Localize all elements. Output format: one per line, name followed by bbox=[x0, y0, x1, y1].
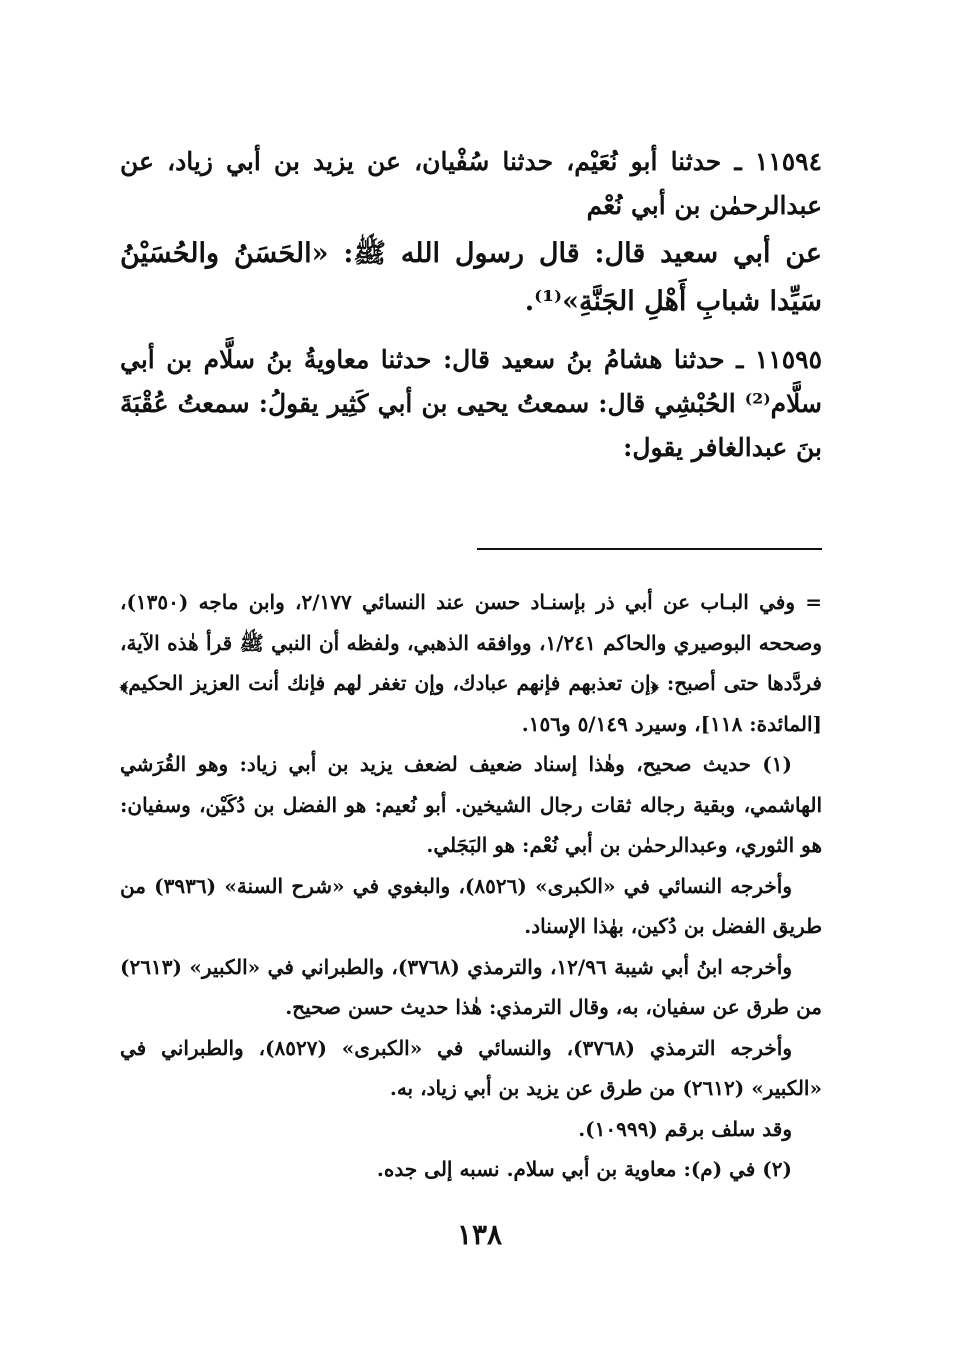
footnote-1-takhrij-b: وأخرجه ابنُ أبي شيبة ١٢/٩٦، والترمذي (٣٧٦٨)، والطبراني في «الكبير» (٢٦١٣) من طرق عن سفيان، به، وقال الترمذي: هٰذا حديث حسن صحيح. bbox=[120, 954, 822, 1019]
footnote-1-cross-reference: وقد سلف برقم (١٠٩٩٩). bbox=[578, 1116, 792, 1141]
hadith-11594-matn: عن أبي سعيد قال: قال رسول الله ﷺ: «الحَسَنُ والحُسَيْنُ سَيِّدا شبابِ أَهْلِ الجَنَّةِ»⁽¹⁾. bbox=[120, 238, 822, 317]
footnote-2: (٢) في (م): معاوية بن أبي سلام. نسبه إلى جده. bbox=[376, 1157, 792, 1181]
footnotes bbox=[120, 582, 822, 1190]
footnote-continuation: = وفي البـاب عن أبي ذر بإسنـاد حسن عند النسائي ٢/١٧٧، وابن ماجه (١٣٥٠)، وصححه البوصيري والحاكم ١/٢٤١، ووافقه الذهبي، ولفظه أن النبي ﷺ قرأ هٰذه الآية، فردَّدها حتى أصبح: ﴿إن تعذبهم فإنهم عبادك، وإن تغفر لهم فإنك أنت العزيز الحكيم﴾ [المائدة: ١١٨]، وسيرد ٥/١٤٩ و١٥٦. bbox=[120, 590, 822, 736]
footnote-1: (١) حديث صحيح، وهٰذا إسناد ضعيف لضعف يزيد بن أبي زياد: وهو القُرَشي الهاشمي، وبقية رجاله ثقات رجال الشيخين. أبو نُعيم: هو الفضل بن دُكَيْن، وسفيان: هو الثوري، وعبدالرحمٰن بن أبي نُعْم: هو البَجَلي. bbox=[120, 752, 822, 857]
book-page bbox=[120, 0, 822, 1370]
hadith-11594-isnad: ١١٥٩٤ ـ حدثنا أبو نُعَيْم، حدثنا سُفْيان، عن يزيد بن أبي زياد، عن عبدالرحمٰن بن أبي نُعْم bbox=[120, 147, 822, 220]
page-number: ١٣٨ bbox=[456, 1218, 503, 1251]
footnote-1-takhrij-a: وأخرجه النسائي في «الكبرى» (٨٥٢٦)، والبغوي في «شرح السنة» (٣٩٣٦) من طريق الفضل بن دُكين، بهٰذا الإسناد. bbox=[120, 873, 822, 938]
footnote-1-takhrij-c: وأخرجه الترمذي (٣٧٦٨)، والنسائي في «الكبرى» (٨٥٢٧)، والطبراني في «الكبير» (٢٦١٢) من طرق عن يزيد بن أبي زياد، به. bbox=[120, 1035, 822, 1100]
main-text bbox=[120, 140, 822, 470]
footnote-separator bbox=[477, 548, 822, 550]
hadith-11595-isnad: ١١٥٩٥ ـ حدثنا هشامُ بنُ سعيد قال: حدثنا معاويةُ بنُ سلَّام بن أبي سلَّام⁽²⁾ الحُبْشِي قال: سمعتُ يحيى بن أبي كَثِير يقولُ: سمعتُ عُقْبَةَ بنَ عبدالغافر يقول: bbox=[120, 345, 822, 462]
